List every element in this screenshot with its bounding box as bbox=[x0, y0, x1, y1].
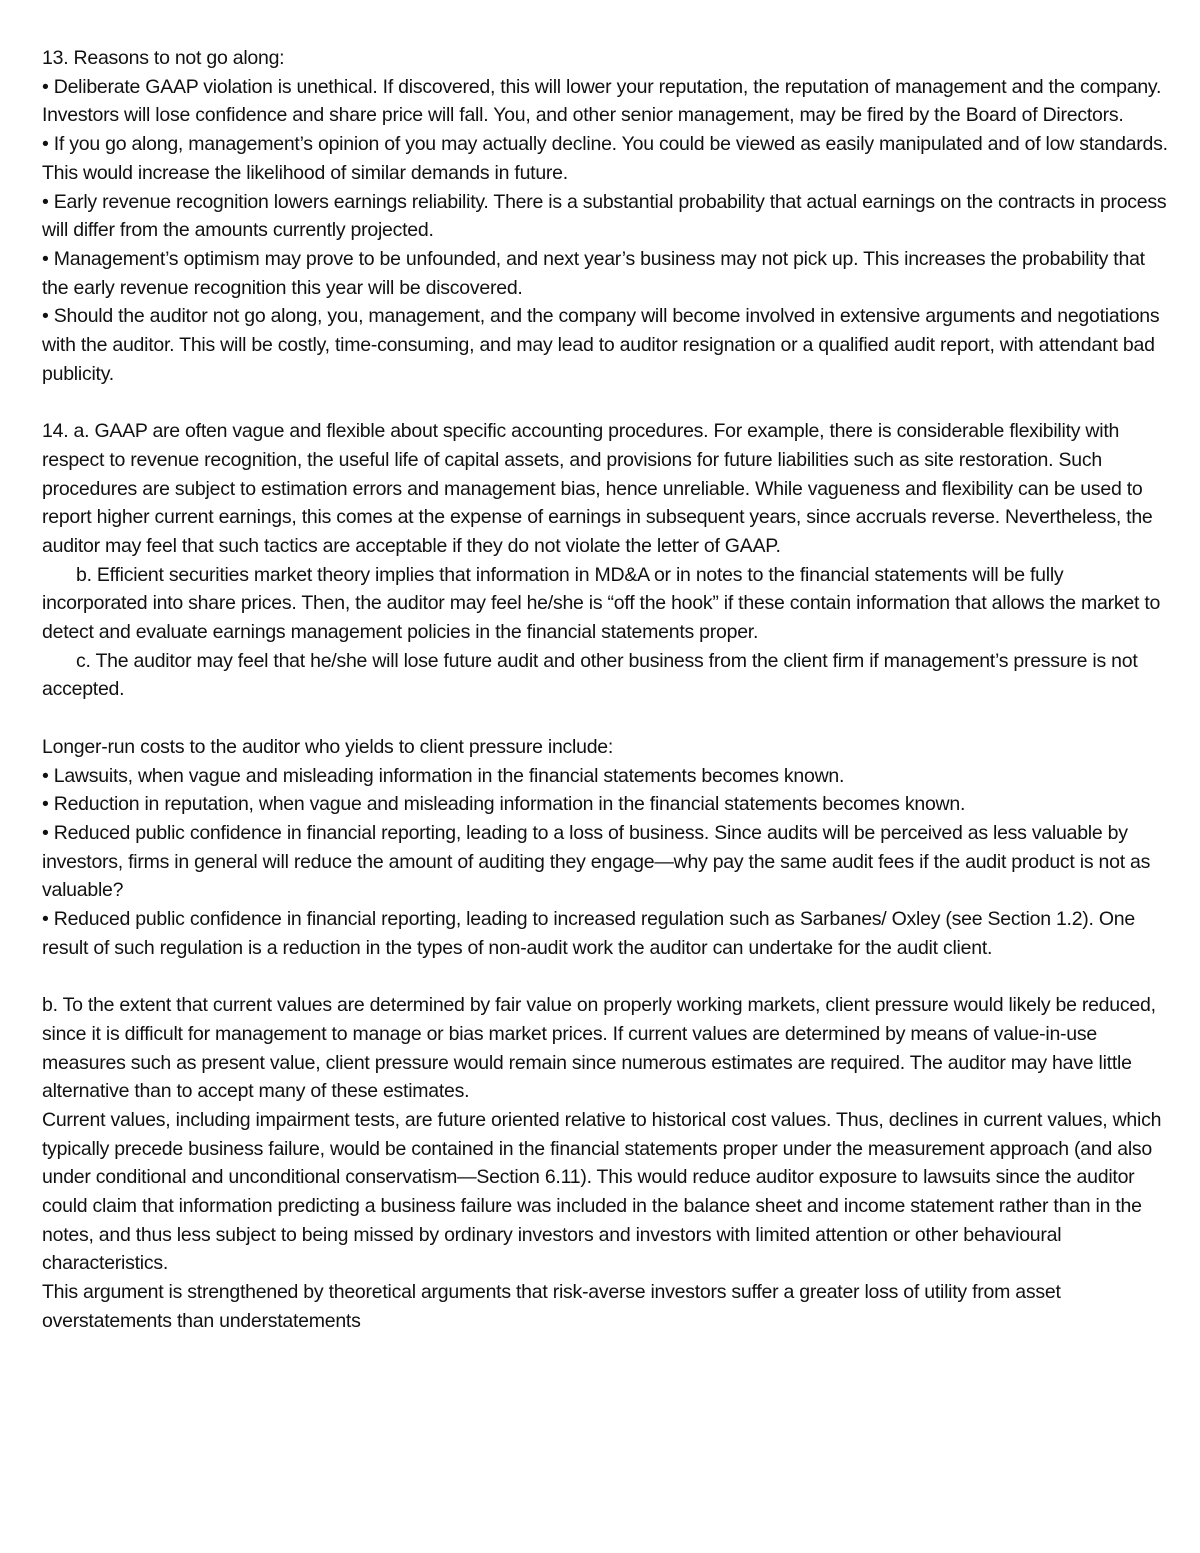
paragraph-gap bbox=[42, 388, 1170, 417]
q14-part-a: 14. a. GAAP are often vague and flexible about specific accounting procedures. For example, there is considerable flexibility with respect to revenue recognition, the useful life of capital assets, and provisions for future liabilities such as site restoration. Such procedures are subject to estimation errors and management bias, hence unreliable. While vagueness and flexibility can be used to report higher current earnings, this comes at the expense of earnings in subsequent years, since accruals reverse. Nevertheless, the auditor may feel that such tactics are acceptable if they do not violate the letter of GAAP. bbox=[42, 420, 1153, 557]
q13-bullet-2: • If you go along, management’s opinion of you may actually decline. You could be viewed as easily manipulated and of low standards. This would increase the likelihood of similar demands in future. bbox=[42, 133, 1168, 184]
part-b-paragraph-3: This argument is strengthened by theoretical arguments that risk-averse investors suffer a greater loss of utility from asset overstatements than understatements bbox=[42, 1281, 1061, 1332]
document-page bbox=[42, 44, 1170, 1336]
q14-part-b-text: b. Efficient securities market theory implies that information in MD&A or in notes to the financial statements will be fully incorporated into share prices. Then, the auditor may feel he/she is “off the hook” if these contain information that allows the market to detect and evaluate earnings management policies in the financial statements proper. bbox=[42, 563, 1161, 644]
q14-part-c-text: c. The auditor may feel that he/she will lose future audit and other business from the client firm if management’s pressure is not accepted. bbox=[42, 649, 1138, 701]
part-b-paragraph-1: b. To the extent that current values are determined by fair value on properly working markets, client pressure would likely be reduced, since it is difficult for management to manage or bias market prices. If current values are determined by means of value-in-use measures such as present value, client pressure would remain since numerous estimates are required. The auditor may have little alternative than to accept many of these estimates. bbox=[42, 994, 1156, 1103]
paragraph-gap bbox=[42, 704, 1170, 733]
part-b-section bbox=[42, 991, 1170, 1335]
paragraph-gap bbox=[42, 962, 1170, 991]
part-b-paragraph-2: Current values, including impairment tests, are future oriented relative to historical cost values. Thus, declines in current values, which typically precede business failure, would be contained in the financial statements proper under the measurement approach (and also under conditional and unconditional conservatism—Section 6.11). This would reduce auditor exposure to lawsuits since the auditor could claim that information predicting a business failure was included in the balance sheet and income statement rather than in the notes, and thus less subject to being missed by ordinary investors and investors with limited attention or other behavioural characteristics. bbox=[42, 1108, 1162, 1275]
longer-run-bullet-1: • Lawsuits, when vague and misleading information in the financial statements becomes known. bbox=[42, 764, 845, 787]
q13-bullet-3: • Early revenue recognition lowers earnings reliability. There is a substantial probability that actual earnings on the contracts in process will differ from the amounts currently projected. bbox=[42, 190, 1167, 242]
question-13-heading: 13. Reasons to not go along: bbox=[42, 47, 285, 69]
question-14-section bbox=[42, 417, 1170, 704]
q13-bullet-1: • Deliberate GAAP violation is unethical. If discovered, this will lower your reputation, the reputation of management and the company. Investors will lose confidence and share price will fall. You, and other senior management, may be fired by the Board of Directors. bbox=[42, 75, 1162, 127]
longer-run-costs-section bbox=[42, 733, 1170, 963]
q13-bullet-4: • Management’s optimism may prove to be unfounded, and next year’s business may not pick up. This increases the probability that the early revenue recognition this year will be discovered. bbox=[42, 247, 1145, 299]
longer-run-bullet-2: • Reduction in reputation, when vague and misleading information in the financial statements becomes known. bbox=[42, 793, 966, 816]
q13-bullet-5: • Should the auditor not go along, you, management, and the company will become involved in extensive arguments and negotiations with the auditor. This will be costly, time-consuming, and may lead to auditor resignation or a qualified audit report, with attendant bad publicity. bbox=[42, 305, 1160, 385]
longer-run-bullet-4: • Reduced public confidence in financial reporting, leading to increased regulation such as Sarbanes/ Oxley (see Section 1.2). One result of such regulation is a reduction in the types of non-audit work the auditor can undertake for the audit client. bbox=[42, 908, 1135, 959]
question-13-section bbox=[42, 44, 1170, 388]
longer-run-bullet-3: • Reduced public confidence in financial reporting, leading to a loss of business. Since audits will be perceived as less valuable by investors, firms in general will reduce the amount of auditing they engage—why pay the same audit fees if the audit product is not as valuable? bbox=[42, 821, 1151, 902]
longer-run-intro: Longer-run costs to the auditor who yields to client pressure include: bbox=[42, 735, 614, 758]
q14-part-b bbox=[42, 561, 1170, 647]
q14-part-c bbox=[42, 647, 1170, 704]
